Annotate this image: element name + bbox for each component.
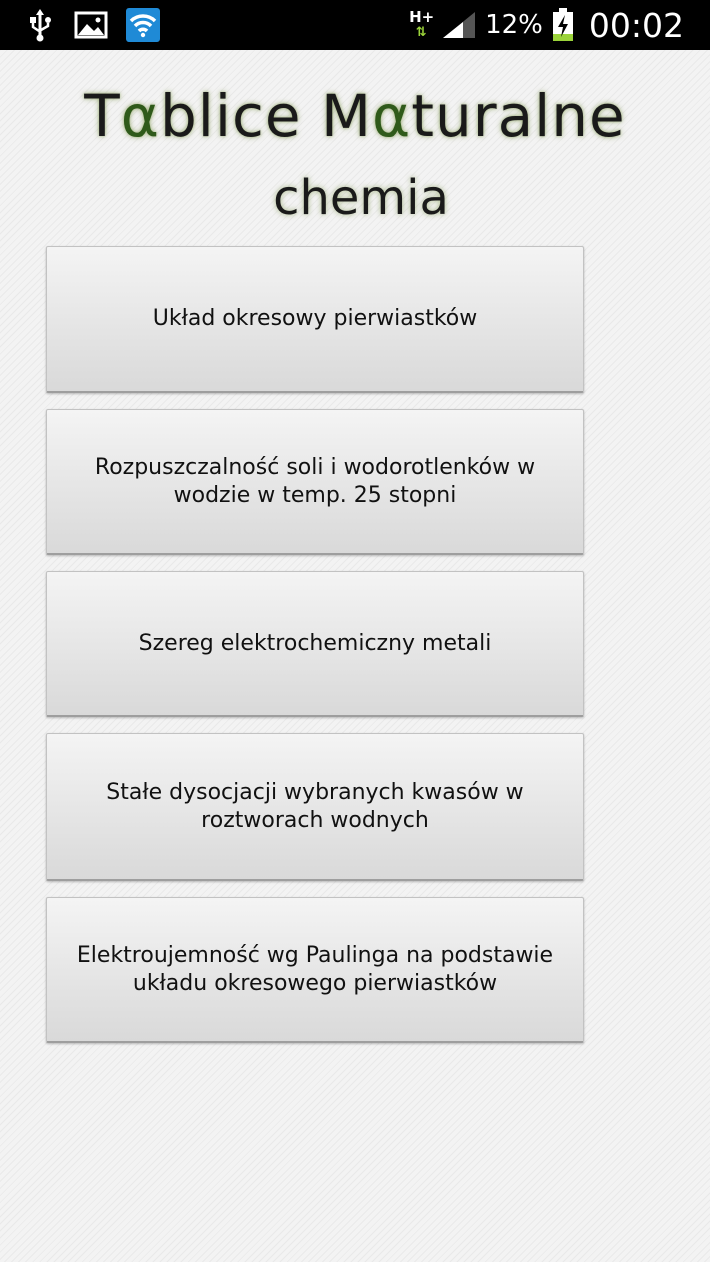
menu-list bbox=[46, 246, 584, 1059]
app-subtitle: chemia bbox=[273, 170, 449, 226]
clock: 00:02 bbox=[588, 5, 684, 45]
periodic-table-button[interactable]: Układ okresowy pierwiastków bbox=[46, 246, 584, 393]
title-text-3: turalne bbox=[411, 82, 626, 150]
app-title bbox=[0, 82, 710, 150]
network-type-indicator bbox=[409, 10, 433, 40]
system-status bbox=[409, 6, 710, 45]
solubility-table-button[interactable]: Rozpuszczalność soli i wodorotlenków w wodzie w temp. 25 stopni bbox=[46, 409, 584, 555]
acid-dissociation-constants-button[interactable]: Stałe dysocjacji wybranych kwasów w roztworach wodnych bbox=[46, 733, 584, 881]
battery-percent: 12% bbox=[485, 10, 543, 40]
network-type-label: H+ bbox=[409, 8, 435, 26]
title-text-1: T bbox=[84, 82, 121, 150]
title-alpha-1: α bbox=[120, 82, 160, 150]
wifi-icon bbox=[126, 8, 160, 42]
usb-icon bbox=[24, 7, 56, 43]
gallery-icon bbox=[74, 11, 108, 39]
battery-charging-icon bbox=[551, 8, 575, 42]
notification-icons bbox=[0, 7, 160, 43]
signal-strength-icon bbox=[441, 10, 477, 40]
electrochemical-series-button[interactable]: Szereg elektrochemiczny metali bbox=[46, 571, 584, 717]
electronegativity-button[interactable]: Elektroujemność wg Paulinga na podstawie układu okresowego pierwiastków bbox=[46, 897, 584, 1043]
title-alpha-2: α bbox=[372, 82, 412, 150]
status-bar bbox=[0, 0, 710, 50]
title-text-2: blice M bbox=[159, 82, 373, 150]
data-activity-icon: ⇅ bbox=[415, 25, 427, 40]
